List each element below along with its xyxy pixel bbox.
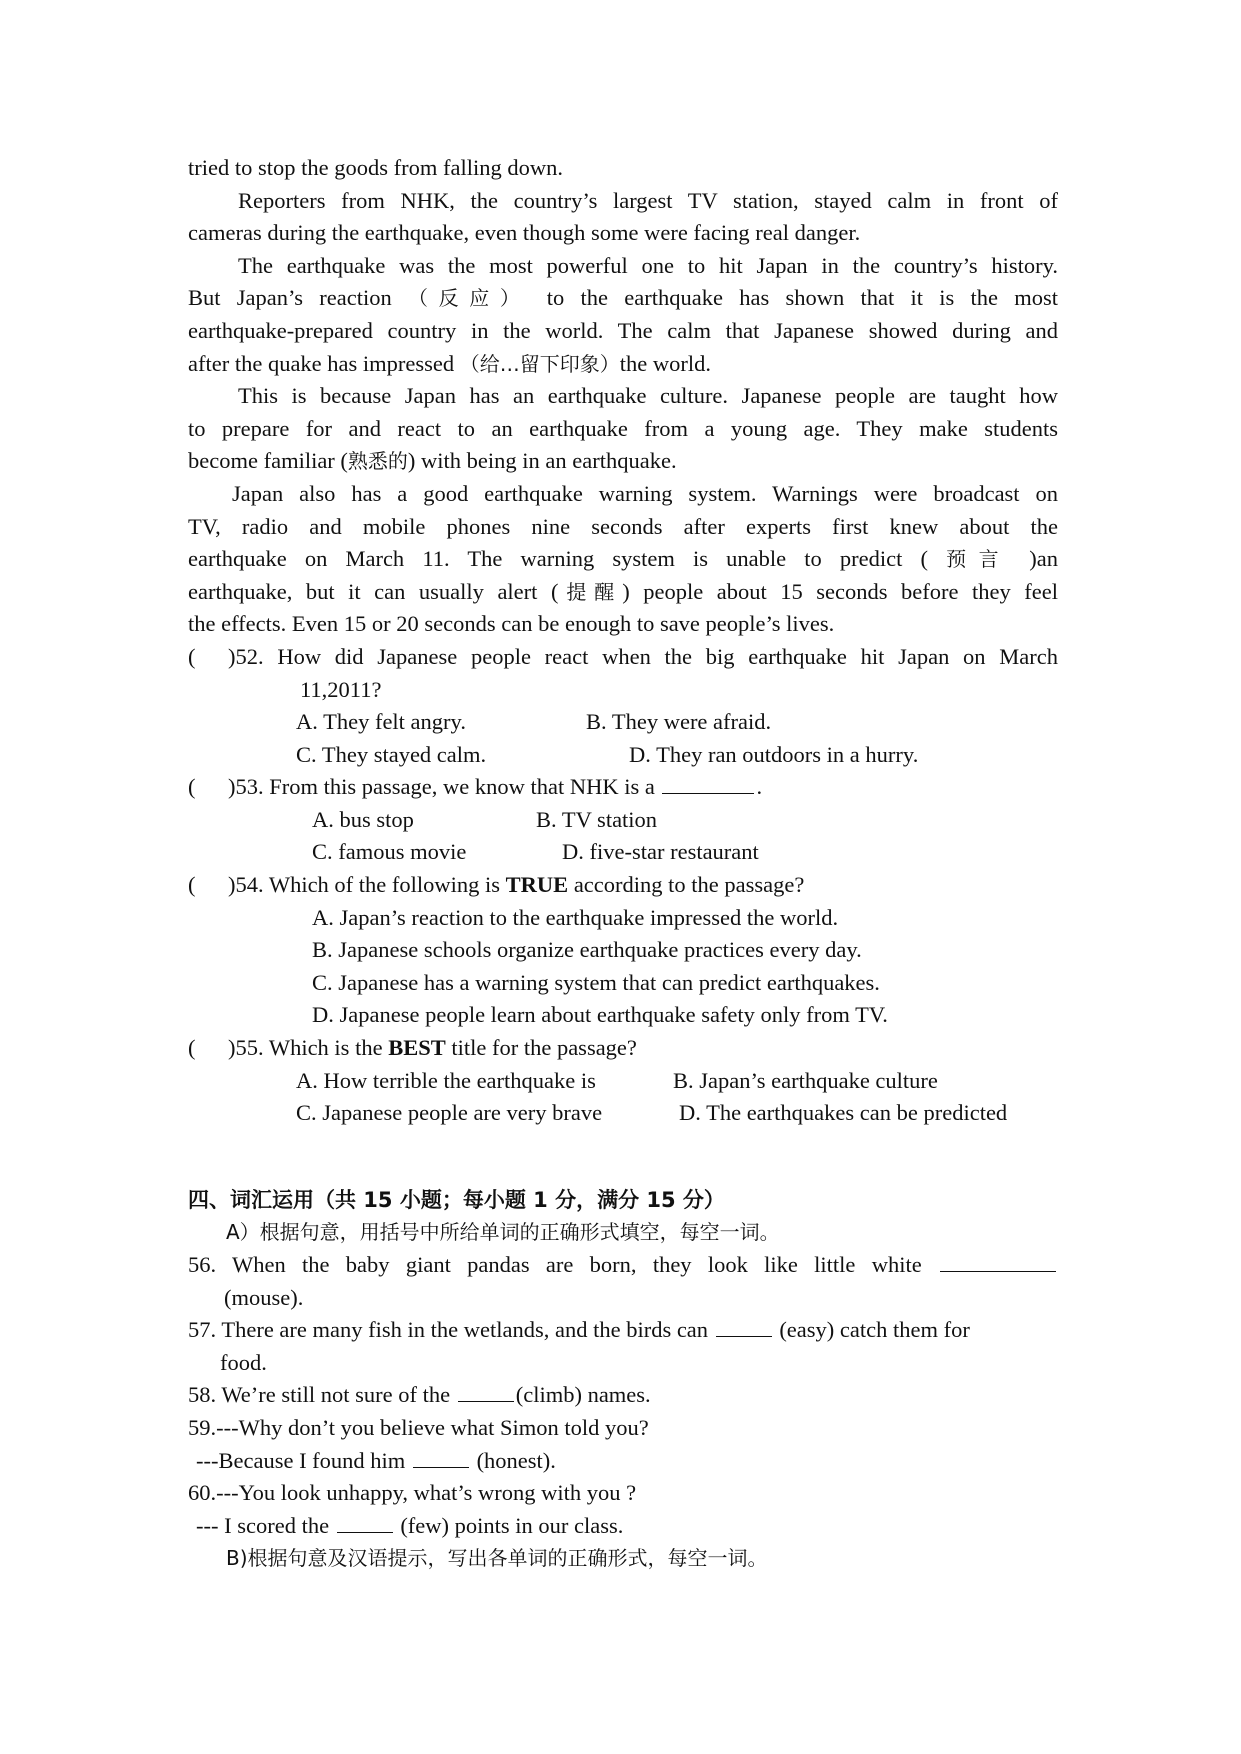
item-line xyxy=(188,1379,1058,1412)
question-55 xyxy=(188,1032,1058,1130)
option-d[interactable]: D. Japanese people learn about earthquake safety only from TV. xyxy=(312,1002,888,1028)
question-stem xyxy=(188,869,1058,902)
option-a[interactable]: A. Japan’s reaction to the earthquake impressed the world. xyxy=(312,904,839,930)
text: )52. How did Japanese people react when the big earthquake hit Japan on March xyxy=(228,643,1058,669)
passage-line: TV, radio and mobile phones nine seconds after experts first knew about the xyxy=(188,513,1058,539)
item-line: food. xyxy=(220,1349,267,1375)
item-line xyxy=(188,1445,1058,1478)
item-line xyxy=(188,1314,1058,1347)
text: ) with being in an earthquake. xyxy=(407,448,677,474)
passage-line: Japan also has a good earthquake warning system. Warnings were broadcast on xyxy=(232,480,1058,506)
option-c[interactable]: C. They stayed calm. xyxy=(296,741,487,767)
text: (easy) catch them for xyxy=(779,1317,970,1343)
text: to the earthquake has shown that it is the most xyxy=(546,285,1059,311)
text: (few) points in our class. xyxy=(400,1512,624,1538)
question-53 xyxy=(188,771,1058,869)
option-c[interactable]: C. Japanese has a warning system that can predict earthquakes. xyxy=(312,969,880,995)
option-row xyxy=(188,804,1058,837)
answer-bracket[interactable]: ( xyxy=(188,1035,196,1061)
option-b[interactable]: B. Japanese schools organize earthquake practices every day. xyxy=(312,937,862,963)
chinese-gloss: 提醒 xyxy=(558,579,623,604)
option-b[interactable]: B. TV station xyxy=(536,806,658,832)
option-d[interactable]: D. five-star restaurant xyxy=(562,839,759,865)
option-d[interactable]: D. The earthquakes can be predicted xyxy=(679,1100,1008,1126)
option-a[interactable]: A. bus stop xyxy=(312,806,414,832)
exam-page xyxy=(188,152,1058,1575)
text: ---Because I found him xyxy=(196,1447,406,1473)
text: (honest). xyxy=(476,1447,556,1473)
text: ) people about 15 seconds before they feel xyxy=(622,578,1059,604)
passage-line: earthquake-prepared country in the world. The calm that Japanese showed during and xyxy=(188,317,1058,343)
passage-line: The earthquake was the most powerful one to hit Japan in the country’s history. xyxy=(238,252,1058,278)
answer-blank[interactable] xyxy=(458,1379,514,1402)
emphasis: BEST xyxy=(388,1035,446,1061)
option-c[interactable]: C. famous movie xyxy=(312,839,467,865)
answer-blank[interactable] xyxy=(940,1249,1056,1272)
passage-line xyxy=(188,576,1058,609)
item-59 xyxy=(188,1412,1058,1477)
chinese-gloss: 熟悉的 xyxy=(347,449,408,474)
option-row xyxy=(188,739,1058,772)
answer-blank[interactable] xyxy=(662,771,754,794)
item-line: 59.---Why don’t you believe what Simon told you? xyxy=(188,1414,649,1440)
passage-line xyxy=(188,543,1058,576)
part-a-instructions: A）根据句意，用括号中所给单词的正确形式填空，每空一词。 xyxy=(226,1220,780,1245)
chinese-gloss: （反应） xyxy=(407,286,531,311)
passage-line: the effects. Even 15 or 20 seconds can be enough to save people’s lives. xyxy=(188,611,835,637)
option-row xyxy=(188,836,1058,869)
text: according to the passage? xyxy=(573,872,805,898)
question-stem-cont: 11,2011? xyxy=(300,676,382,702)
option-a[interactable]: A. How terrible the earthquake is xyxy=(296,1067,596,1093)
reading-passage xyxy=(188,152,1058,641)
chinese-gloss: 预言 xyxy=(946,547,1012,572)
text: title for the passage? xyxy=(451,1035,637,1061)
text: after the quake has impressed xyxy=(188,350,455,376)
question-stem xyxy=(188,1032,1058,1065)
item-57 xyxy=(188,1314,1058,1379)
option-row xyxy=(188,1065,1058,1098)
text: become familiar ( xyxy=(188,448,348,474)
passage-line: This is because Japan has an earthquake culture. Japanese people are taught how xyxy=(238,383,1058,409)
vocabulary-section xyxy=(188,1184,1058,1575)
text: 56. When the baby giant pandas are born, they look like little white xyxy=(188,1252,922,1277)
passage-line: to prepare for and react to an earthquake from a young age. They make students xyxy=(188,415,1058,441)
passage-line xyxy=(188,348,1058,381)
item-line xyxy=(188,1510,1058,1543)
text: the world. xyxy=(619,350,712,376)
text: 57. There are many fish in the wetlands, and the birds can xyxy=(188,1317,709,1343)
passage-line: Reporters from NHK, the country’s largest TV station, stayed calm in front of xyxy=(238,187,1058,213)
text: )53. From this passage, we know that NHK is a xyxy=(228,774,655,800)
text: (climb) names. xyxy=(515,1382,651,1408)
passage-line xyxy=(188,282,1058,315)
spacer xyxy=(188,1130,1058,1184)
item-56 xyxy=(188,1249,1058,1314)
text: . xyxy=(756,774,763,800)
question-52 xyxy=(188,641,1058,771)
option-b[interactable]: B. They were afraid. xyxy=(586,709,772,735)
text: 58. We’re still not sure of the xyxy=(188,1382,451,1408)
option-a[interactable]: A. They felt angry. xyxy=(296,709,466,735)
item-line: 60.---You look unhappy, what’s wrong with you ? xyxy=(188,1480,637,1506)
question-stem xyxy=(188,641,1058,674)
question-stem xyxy=(188,771,1058,804)
item-60 xyxy=(188,1477,1058,1542)
passage-line: tried to stop the goods from falling down. xyxy=(188,155,563,180)
option-c[interactable]: C. Japanese people are very brave xyxy=(296,1100,603,1126)
passage-line: cameras during the earthquake, even though some were facing real danger. xyxy=(188,220,861,246)
part-b-instructions: B)根据句意及汉语提示，写出各单词的正确形式，每空一词。 xyxy=(226,1546,768,1571)
item-line xyxy=(188,1249,1058,1282)
item-58 xyxy=(188,1379,1058,1412)
answer-bracket[interactable]: ( xyxy=(188,774,196,800)
answer-blank[interactable] xyxy=(337,1510,393,1533)
passage-line xyxy=(188,445,1058,478)
answer-bracket[interactable]: ( xyxy=(188,643,196,669)
answer-blank[interactable] xyxy=(716,1314,772,1337)
question-54 xyxy=(188,869,1058,1032)
option-row xyxy=(188,706,1058,739)
answer-bracket[interactable]: ( xyxy=(188,872,196,898)
option-d[interactable]: D. They ran outdoors in a hurry. xyxy=(629,741,919,767)
text: But Japan’s reaction xyxy=(188,285,392,311)
chinese-gloss: （给…留下印象） xyxy=(459,351,620,376)
text: )54. Which of the following is xyxy=(228,872,501,898)
section-heading: 四、词汇运用（共 15 小题；每小题 1 分，满分 15 分） xyxy=(188,1187,725,1212)
text: earthquake on March 11. The warning system is unable to predict ( xyxy=(188,546,928,572)
item-line: (mouse). xyxy=(224,1284,304,1310)
emphasis: TRUE xyxy=(505,872,569,898)
text: --- I scored the xyxy=(196,1512,330,1538)
answer-blank[interactable] xyxy=(413,1445,469,1468)
option-b[interactable]: B. Japan’s earthquake culture xyxy=(673,1067,938,1093)
text: )55. Which is the xyxy=(228,1035,383,1061)
text: earthquake, but it can usually alert ( xyxy=(188,578,559,604)
option-row xyxy=(188,1097,1058,1130)
text: )an xyxy=(1029,546,1059,572)
